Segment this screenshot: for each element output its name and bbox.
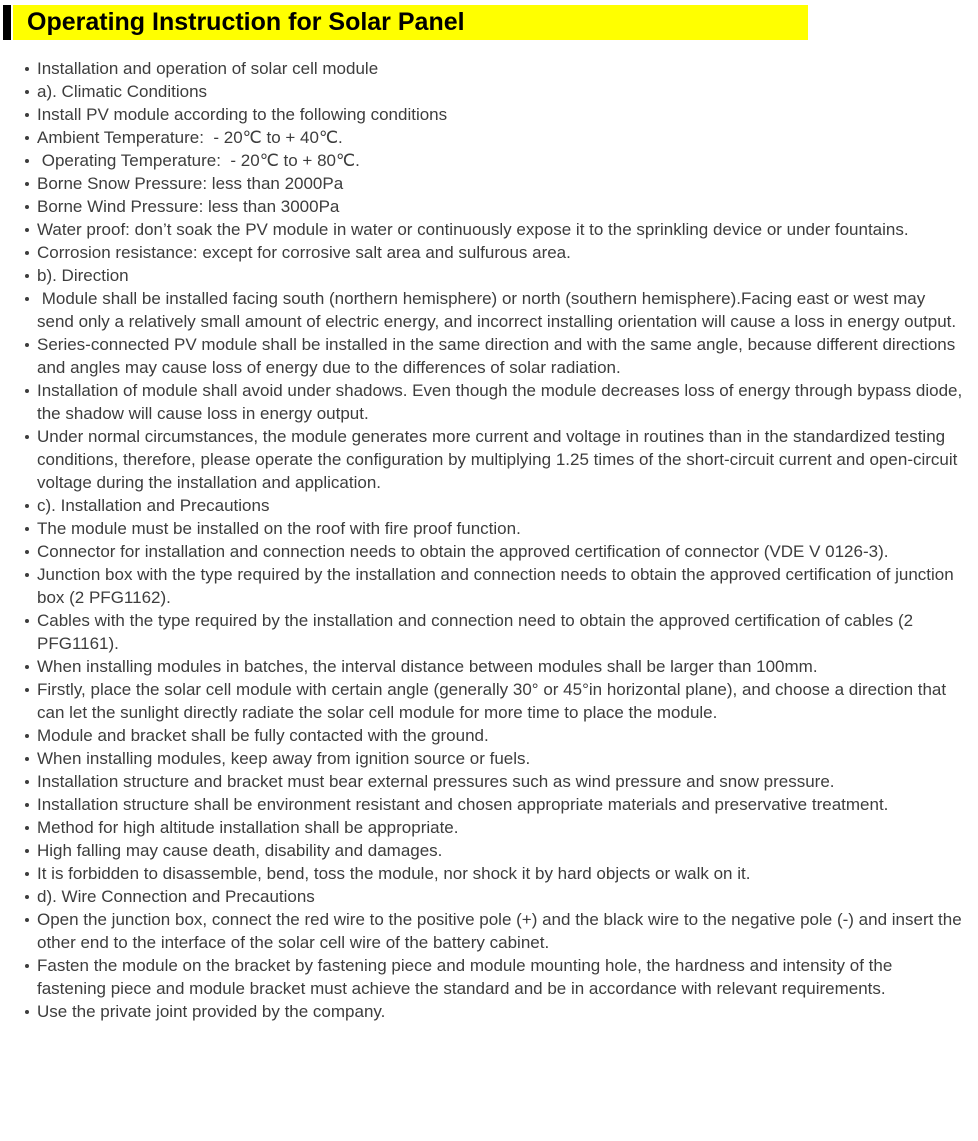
bullet-icon xyxy=(25,435,29,439)
list-item xyxy=(25,609,964,655)
list-item xyxy=(25,563,964,609)
bullet-icon xyxy=(25,504,29,508)
list-item xyxy=(25,494,964,517)
list-item xyxy=(25,287,964,333)
list-item xyxy=(25,333,964,379)
instruction-text: Fasten the module on the bracket by fastening piece and module mounting hole, the hardness and intensity of the fastening piece and module bracket must achieve the standard and be in accordance with relevant requirements. xyxy=(37,956,898,998)
bullet-icon xyxy=(25,67,29,71)
bullet-icon xyxy=(25,527,29,531)
instruction-text: Junction box with the type required by the installation and connection needs to obtain the approved certification of junction box (2 PFG1162). xyxy=(37,565,959,607)
instruction-text: Operating Temperature: - 20℃ to + 80℃. xyxy=(37,151,360,170)
bullet-icon xyxy=(25,550,29,554)
instruction-text: Cables with the type required by the installation and connection need to obtain the approved certification of cables (2 PFG1161). xyxy=(37,611,918,653)
list-item xyxy=(25,126,964,149)
bullet-icon xyxy=(25,251,29,255)
list-item xyxy=(25,678,964,724)
instruction-text: Installation of module shall avoid under shadows. Even though the module decreases loss of energy through bypass diode, the shadow will cause loss in energy output. xyxy=(37,381,967,423)
bullet-icon xyxy=(25,389,29,393)
list-item xyxy=(25,862,964,885)
instruction-text: Ambient Temperature: - 20℃ to + 40℃. xyxy=(37,128,343,147)
bullet-icon xyxy=(25,136,29,140)
bullet-icon xyxy=(25,780,29,784)
list-item xyxy=(25,1000,964,1023)
bullet-icon xyxy=(25,964,29,968)
list-item xyxy=(25,149,964,172)
instruction-text: Series-connected PV module shall be installed in the same direction and with the same angle, because different directions and angles may cause loss of energy due to the differences of solar radiation. xyxy=(37,335,960,377)
instruction-text: Corrosion resistance: except for corrosive salt area and sulfurous area. xyxy=(37,243,571,262)
instruction-text: Open the junction box, connect the red wire to the positive pole (+) and the black wire to the negative pole (-) and insert the other end to the interface of the solar cell wire of the battery cabinet. xyxy=(37,910,967,952)
instruction-text: When installing modules in batches, the interval distance between modules shall be larger than 100mm. xyxy=(37,657,818,676)
bullet-icon xyxy=(25,619,29,623)
title-bar xyxy=(3,5,978,40)
instruction-text: When installing modules, keep away from ignition source or fuels. xyxy=(37,749,531,768)
instruction-text: Install PV module according to the following conditions xyxy=(37,105,448,124)
list-item xyxy=(25,540,964,563)
list-item xyxy=(25,724,964,747)
instruction-text: Installation structure and bracket must bear external pressures such as wind pressure and snow pressure. xyxy=(37,772,835,791)
instruction-text: Water proof: don’t soak the PV module in water or continuously expose it to the sprinkling device or under fountains. xyxy=(37,220,909,239)
instruction-text: b). Direction xyxy=(37,266,129,285)
instruction-text: Borne Snow Pressure: less than 2000Pa xyxy=(37,174,344,193)
instruction-text: Under normal circumstances, the module generates more current and voltage in routines than in the standardized testing conditions, therefore, please operate the configuration by multiplying 1.25 times of the short-circuit current and open-circuit voltage during the installation and application. xyxy=(37,427,963,492)
bullet-icon xyxy=(25,665,29,669)
list-item xyxy=(25,80,964,103)
list-item xyxy=(25,816,964,839)
list-item xyxy=(25,908,967,954)
instruction-text: The module must be installed on the roof with fire proof function. xyxy=(37,519,521,538)
bullet-icon xyxy=(25,113,29,117)
instruction-text: Installation and operation of solar cell module xyxy=(37,59,379,78)
bullet-icon xyxy=(25,757,29,761)
instruction-text: d). Wire Connection and Precautions xyxy=(37,887,315,906)
instruction-text: Firstly, place the solar cell module with certain angle (generally 30° or 45°in horizontal plane), and choose a direction that can let the sunlight directly radiate the solar cell module for more time to place the module. xyxy=(37,680,951,722)
bullet-icon xyxy=(25,182,29,186)
bullet-icon xyxy=(25,228,29,232)
list-item xyxy=(25,264,964,287)
instruction-text: Installation structure shall be environment resistant and chosen appropriate materials and preservative treatment. xyxy=(37,795,889,814)
list-item xyxy=(25,241,964,264)
instruction-text: Borne Wind Pressure: less than 3000Pa xyxy=(37,197,340,216)
list-item xyxy=(25,793,964,816)
bullet-icon xyxy=(25,297,29,301)
instruction-text: It is forbidden to disassemble, bend, toss the module, nor shock it by hard objects or walk on it. xyxy=(37,864,751,883)
bullet-icon xyxy=(25,803,29,807)
bullet-icon xyxy=(25,734,29,738)
list-item xyxy=(25,747,964,770)
bullet-icon xyxy=(25,849,29,853)
bullet-icon xyxy=(25,90,29,94)
bullet-icon xyxy=(25,826,29,830)
list-item xyxy=(25,517,964,540)
bullet-icon xyxy=(25,573,29,577)
instruction-text: c). Installation and Precautions xyxy=(37,496,270,515)
list-item xyxy=(25,218,964,241)
bullet-icon xyxy=(25,918,29,922)
instruction-list xyxy=(0,57,978,1033)
instruction-text: a). Climatic Conditions xyxy=(37,82,208,101)
bullet-icon xyxy=(25,159,29,163)
instruction-text: Module shall be installed facing south (northern hemisphere) or north (southern hemisphere).Facing east or west may send only a relatively small amount of electric energy, and incorrect installing orientation will cause a loss in energy output. xyxy=(37,289,957,331)
bullet-icon xyxy=(25,872,29,876)
list-item xyxy=(25,425,964,494)
bullet-icon xyxy=(25,343,29,347)
list-item xyxy=(25,57,964,80)
title-left-bar xyxy=(3,5,11,40)
instruction-text: Use the private joint provided by the company. xyxy=(37,1002,386,1021)
list-item xyxy=(25,839,964,862)
list-item xyxy=(25,885,964,908)
bullet-icon xyxy=(25,1010,29,1014)
bullet-icon xyxy=(25,688,29,692)
instruction-text: Method for high altitude installation shall be appropriate. xyxy=(37,818,459,837)
list-item xyxy=(25,379,967,425)
instruction-text: Module and bracket shall be fully contacted with the ground. xyxy=(37,726,489,745)
instruction-text: High falling may cause death, disability and damages. xyxy=(37,841,443,860)
list-item xyxy=(25,954,964,1000)
bullet-icon xyxy=(25,205,29,209)
list-item xyxy=(25,770,964,793)
list-item xyxy=(25,195,964,218)
list-item xyxy=(25,172,964,195)
bullet-icon xyxy=(25,895,29,899)
list-item xyxy=(25,103,964,126)
bullet-icon xyxy=(25,274,29,278)
list-item xyxy=(25,655,964,678)
page-title: Operating Instruction for Solar Panel xyxy=(13,5,808,40)
instruction-text: Connector for installation and connection needs to obtain the approved certification of connector (VDE V 0126-3). xyxy=(37,542,889,561)
